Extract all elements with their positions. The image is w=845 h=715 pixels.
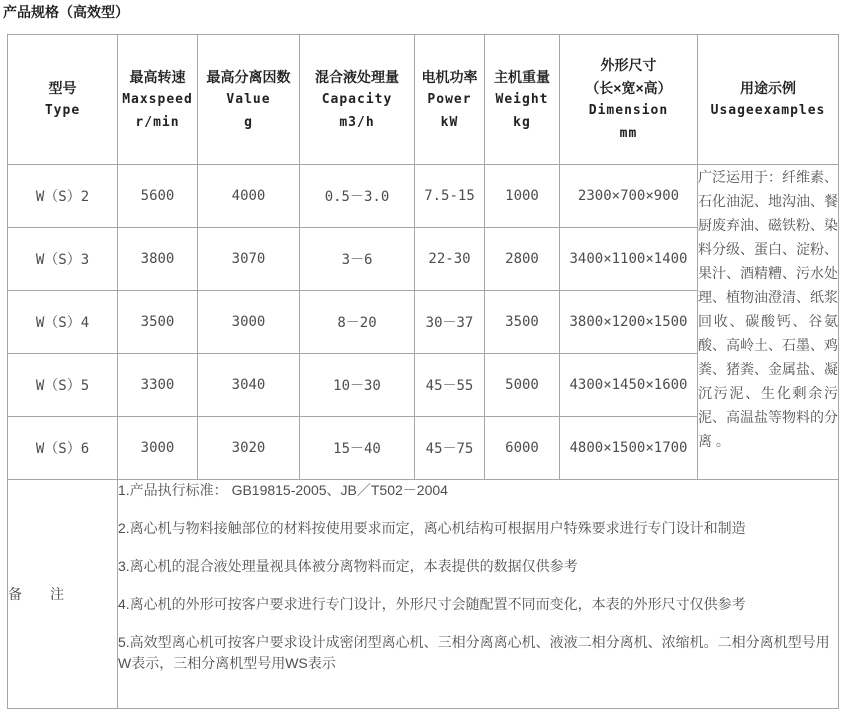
page-title: 产品规格（高效型） xyxy=(3,4,129,20)
cell-weight: 5000 xyxy=(485,354,560,417)
cell-power: 7.5-15 xyxy=(415,165,485,228)
col-header-type-cn: 型号 xyxy=(48,80,77,96)
cell-speed: 5600 xyxy=(118,165,198,228)
col-header-weight xyxy=(485,35,560,165)
col-header-factor xyxy=(198,35,300,165)
cell-speed: 3000 xyxy=(118,417,198,480)
notes-cell xyxy=(118,480,839,709)
col-header-factor-unit: g xyxy=(244,114,253,130)
header-row xyxy=(8,35,839,165)
col-header-weight-unit: kg xyxy=(513,114,531,130)
notes-label-cell xyxy=(8,480,118,709)
cell-factor: 3040 xyxy=(198,354,300,417)
col-header-weight-cn: 主机重量 xyxy=(494,68,550,85)
cell-dimension: 4800×1500×1700 xyxy=(560,417,698,480)
cell-dimension: 3800×1200×1500 xyxy=(560,291,698,354)
usage-text: 广泛运用于：纤维素、石化油泥、地沟油、餐厨废弃油、磁铁粉、染料分级、蛋白、淀粉、果汁、酒精糟、污水处理、植物油澄清、纸浆回收、碳酸钙、谷氨酸、高岭土、石墨、鸡粪、猪粪、金属盐、凝沉污泥、生化剩余污泥、高温盐等物料的分离 。 xyxy=(698,169,838,449)
cell-capacity: 10－30 xyxy=(300,354,415,417)
col-header-speed-cn: 最高转速 xyxy=(129,68,186,85)
cell-dimension: 2300×700×900 xyxy=(560,165,698,228)
spec-table xyxy=(7,34,839,709)
col-header-type xyxy=(8,35,118,165)
col-header-power-unit: kW xyxy=(440,114,459,130)
col-header-capacity-en: Capacity xyxy=(321,91,393,107)
cell-dimension: 4300×1450×1600 xyxy=(560,354,698,417)
cell-speed: 3500 xyxy=(118,291,198,354)
col-header-factor-en: Value xyxy=(226,91,271,107)
col-header-dimension-unit: mm xyxy=(619,126,638,141)
cell-power: 45－75 xyxy=(415,417,485,480)
col-header-dimension-cn2: （长×宽×高） xyxy=(585,80,672,96)
col-header-weight-en: Weight xyxy=(495,91,549,107)
cell-weight: 1000 xyxy=(485,165,560,228)
cell-type: W（S）5 xyxy=(8,354,118,417)
col-header-power-en: Power xyxy=(427,91,472,107)
cell-speed: 3300 xyxy=(118,354,198,417)
cell-dimension: 3400×1100×1400 xyxy=(560,228,698,291)
cell-factor: 3070 xyxy=(198,228,300,291)
cell-power: 30－37 xyxy=(415,291,485,354)
col-header-speed-unit: r/min xyxy=(135,114,180,130)
col-header-capacity-unit: m3/h xyxy=(339,114,375,130)
note-item: 2.离心机与物料接触部位的材料按使用要求而定，离心机结构可根据用户特殊要求进行专门设计和制造 xyxy=(118,520,746,536)
cell-type: W（S）3 xyxy=(8,228,118,291)
col-header-dimension xyxy=(560,35,698,165)
col-header-capacity-cn: 混合液处理量 xyxy=(315,68,399,85)
col-header-factor-cn: 最高分离因数 xyxy=(206,68,291,85)
notes-row xyxy=(8,480,839,709)
col-header-speed xyxy=(118,35,198,165)
note-item: 5.高效型离心机可按客户要求设计成密闭型离心机、三相分离离心机、液液二相分离机、浓缩机。二相分离机型号用W表示，三相分离机型号用WS表示 xyxy=(118,634,830,671)
col-header-usage xyxy=(698,35,839,165)
cell-power: 22-30 xyxy=(415,228,485,291)
col-header-capacity xyxy=(300,35,415,165)
cell-speed: 3800 xyxy=(118,228,198,291)
cell-capacity: 15－40 xyxy=(300,417,415,480)
cell-capacity: 8－20 xyxy=(300,291,415,354)
cell-power: 45－55 xyxy=(415,354,485,417)
col-header-dimension-cn: 外形尺寸 xyxy=(600,57,657,73)
cell-capacity: 0.5－3.0 xyxy=(300,165,415,228)
col-header-dimension-en: Dimension xyxy=(588,103,669,118)
cell-type: W（S）2 xyxy=(8,165,118,228)
cell-weight: 2800 xyxy=(485,228,560,291)
col-header-type-en: Type xyxy=(44,103,81,118)
col-header-power-cn: 电机功率 xyxy=(421,68,478,85)
cell-factor: 3000 xyxy=(198,291,300,354)
col-header-speed-en: Maxspeed xyxy=(122,91,193,107)
cell-weight: 6000 xyxy=(485,417,560,480)
cell-type: W（S）4 xyxy=(8,291,118,354)
note-item: 1.产品执行标准： GB19815-2005、JB／T502－2004 xyxy=(118,482,448,498)
note-item: 4.离心机的外形可按客户要求进行专门设计，外形尺寸会随配置不同而变化，本表的外形尺寸仅供参考 xyxy=(118,596,746,612)
col-header-power xyxy=(415,35,485,165)
col-header-usage-en: Usageexamples xyxy=(710,103,826,118)
cell-factor: 4000 xyxy=(198,165,300,228)
cell-capacity: 3－6 xyxy=(300,228,415,291)
cell-type: W（S）6 xyxy=(8,417,118,480)
note-item: 3.离心机的混合液处理量视具体被分离物料而定，本表提供的数据仅供参考 xyxy=(118,558,578,574)
table-row xyxy=(8,165,839,228)
cell-factor: 3020 xyxy=(198,417,300,480)
notes-label: 备 注 xyxy=(8,586,64,602)
col-header-usage-cn: 用途示例 xyxy=(740,80,796,96)
usage-cell xyxy=(698,165,839,480)
cell-weight: 3500 xyxy=(485,291,560,354)
